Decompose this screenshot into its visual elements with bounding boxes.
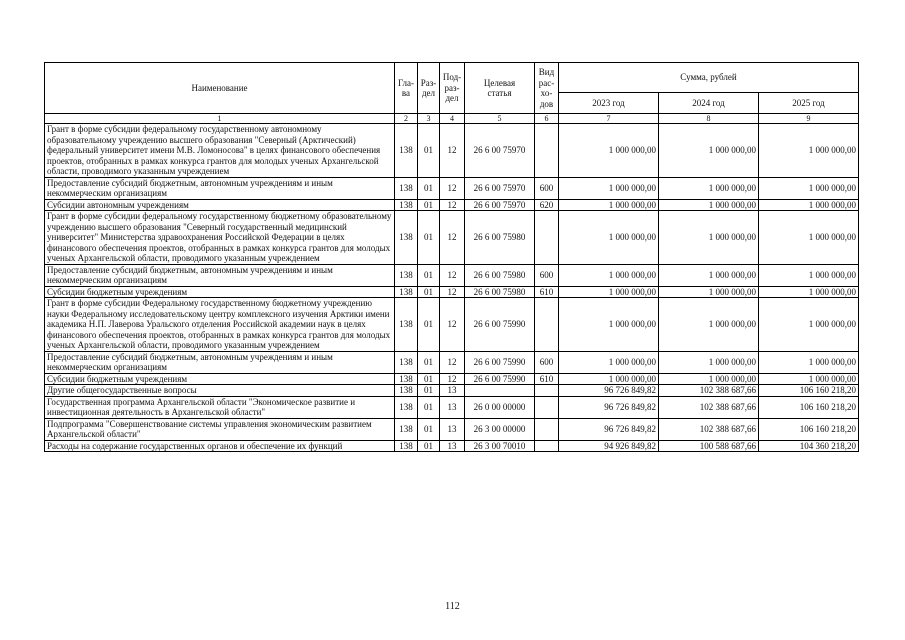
row-podrazdel: 12 [440, 298, 465, 352]
row-2024: 1 000 000,00 [659, 177, 759, 199]
row-vid: 600 [535, 177, 559, 199]
row-podrazdel: 12 [440, 177, 465, 199]
row-target: 26 6 00 75970 [465, 177, 535, 199]
row-glava: 138 [395, 396, 418, 418]
row-2025: 106 160 218,20 [759, 396, 859, 418]
header-razdel: Раз- дел [418, 63, 440, 114]
row-2024: 1 000 000,00 [659, 373, 759, 385]
row-vid: 610 [535, 286, 559, 298]
row-podrazdel: 13 [440, 418, 465, 440]
table-row [45, 211, 859, 265]
header-2025: 2025 год [759, 93, 859, 114]
row-target: 26 6 00 75990 [465, 373, 535, 385]
row-glava: 138 [395, 124, 418, 178]
row-2024: 1 000 000,00 [659, 211, 759, 265]
row-2023: 96 726 849,82 [559, 418, 659, 440]
row-razdel: 01 [418, 177, 440, 199]
row-razdel: 01 [418, 418, 440, 440]
row-glava: 138 [395, 177, 418, 199]
table-row [45, 286, 859, 298]
row-vid [535, 124, 559, 178]
row-name: Предоставление субсидий бюджетным, автономным учреждениям и иным некоммерческим организациям [45, 177, 395, 199]
row-2023: 1 000 000,00 [559, 124, 659, 178]
table-row [45, 124, 859, 178]
row-2023: 1 000 000,00 [559, 351, 659, 373]
row-2023: 1 000 000,00 [559, 211, 659, 265]
row-razdel: 01 [418, 286, 440, 298]
index-cell: 5 [465, 114, 535, 124]
table-row [45, 264, 859, 286]
table-row [45, 351, 859, 373]
row-2025: 1 000 000,00 [759, 211, 859, 265]
budget-table [44, 62, 859, 452]
row-vid [535, 385, 559, 397]
row-name: Грант в форме субсидии Федеральному государственному бюджетному учреждению науки Федеральному исследовательскому центру комплексного изучения Арктики имени академика Н.П. Лаверова Уральского отделения Российской академии наук в целях финансового обеспечения проектов, отобранных в рамках конкурса грантов для молодых ученых Архангельской области, проводимого указанным учреждением [45, 298, 395, 352]
row-2025: 1 000 000,00 [759, 286, 859, 298]
row-podrazdel: 13 [440, 440, 465, 452]
row-name: Субсидии автономным учреждениям [45, 199, 395, 211]
header-vid: Вид рас- хо- дов [535, 63, 559, 114]
row-2023: 1 000 000,00 [559, 373, 659, 385]
row-vid: 620 [535, 199, 559, 211]
header-podrazdel: Под- раз- дел [440, 63, 465, 114]
header-2024: 2024 год [659, 93, 759, 114]
row-2023: 1 000 000,00 [559, 199, 659, 211]
index-cell: 4 [440, 114, 465, 124]
row-podrazdel: 12 [440, 264, 465, 286]
table-row [45, 177, 859, 199]
row-name: Расходы на содержание государственных органов и обеспечение их функций [45, 440, 395, 452]
row-target: 26 6 00 75980 [465, 211, 535, 265]
row-glava: 138 [395, 373, 418, 385]
table-row [45, 418, 859, 440]
row-target: 26 3 00 00000 [465, 418, 535, 440]
row-2025: 106 160 218,20 [759, 418, 859, 440]
row-2023: 96 726 849,82 [559, 396, 659, 418]
index-cell: 6 [535, 114, 559, 124]
row-vid: 610 [535, 373, 559, 385]
table-row [45, 199, 859, 211]
row-2024: 1 000 000,00 [659, 264, 759, 286]
row-razdel: 01 [418, 351, 440, 373]
row-2025: 1 000 000,00 [759, 177, 859, 199]
index-cell: 3 [418, 114, 440, 124]
row-2024: 1 000 000,00 [659, 124, 759, 178]
header-2023: 2023 год [559, 93, 659, 114]
index-row [45, 114, 859, 124]
index-cell: 2 [395, 114, 418, 124]
row-target: 26 6 00 75980 [465, 286, 535, 298]
row-glava: 138 [395, 385, 418, 397]
row-name: Грант в форме субсидии федеральному государственному автономному образовательному учреждению высшего образования "Северный (Арктический) федеральный университет имени М.В. Ломоносова" в целях финансового обеспечения проектов, отобранных в рамках конкурса грантов для молодых ученых Архангельской области, проводимого указанным учреждением [45, 124, 395, 178]
row-podrazdel: 13 [440, 396, 465, 418]
row-2024: 1 000 000,00 [659, 298, 759, 352]
row-name: Грант в форме субсидии федеральному государственному бюджетному образовательному учреждению высшего образования "Северный государственный медицинский университет" Министерства здравоохранения Российской Федерации в целях финансового обеспечения проектов, отобранных в рамках конкурса грантов для молодых ученых Архангельской области, проводимого указанным учреждением [45, 211, 395, 265]
row-target: 26 6 00 75990 [465, 351, 535, 373]
table-row [45, 440, 859, 452]
row-target: 26 0 00 00000 [465, 396, 535, 418]
row-glava: 138 [395, 199, 418, 211]
row-glava: 138 [395, 440, 418, 452]
row-2024: 102 388 687,66 [659, 418, 759, 440]
row-2025: 106 160 218,20 [759, 385, 859, 397]
row-target: 26 6 00 75970 [465, 124, 535, 178]
row-name: Подпрограмма "Совершенствование системы управления экономическим развитием Архангельской области" [45, 418, 395, 440]
row-glava: 138 [395, 298, 418, 352]
row-2025: 104 360 218,20 [759, 440, 859, 452]
page-number: 112 [445, 601, 460, 612]
row-vid [535, 440, 559, 452]
row-glava: 138 [395, 351, 418, 373]
row-2023: 1 000 000,00 [559, 286, 659, 298]
row-2024: 102 388 687,66 [659, 385, 759, 397]
table-row [45, 396, 859, 418]
row-2024: 1 000 000,00 [659, 351, 759, 373]
row-podrazdel: 12 [440, 351, 465, 373]
row-2024: 1 000 000,00 [659, 199, 759, 211]
table-row [45, 385, 859, 397]
row-podrazdel: 12 [440, 124, 465, 178]
index-cell: 9 [759, 114, 859, 124]
row-2025: 1 000 000,00 [759, 264, 859, 286]
row-target [465, 385, 535, 397]
row-target: 26 3 00 70010 [465, 440, 535, 452]
row-2025: 1 000 000,00 [759, 373, 859, 385]
row-podrazdel: 12 [440, 373, 465, 385]
index-cell: 7 [559, 114, 659, 124]
row-name: Субсидии бюджетным учреждениям [45, 373, 395, 385]
row-razdel: 01 [418, 124, 440, 178]
row-razdel: 01 [418, 264, 440, 286]
row-name: Государственная программа Архангельской области "Экономическое развитие и инвестиционная деятельность в Архангельской области" [45, 396, 395, 418]
header-sum: Сумма, рублей [559, 63, 859, 93]
row-2023: 1 000 000,00 [559, 177, 659, 199]
row-glava: 138 [395, 418, 418, 440]
row-2023: 1 000 000,00 [559, 298, 659, 352]
row-2025: 1 000 000,00 [759, 351, 859, 373]
header-target: Целевая статья [465, 63, 535, 114]
row-target: 26 6 00 75980 [465, 264, 535, 286]
row-vid: 600 [535, 264, 559, 286]
row-name: Субсидии бюджетным учреждениям [45, 286, 395, 298]
header-glava: Гла- ва [395, 63, 418, 114]
row-glava: 138 [395, 286, 418, 298]
row-2025: 1 000 000,00 [759, 298, 859, 352]
row-glava: 138 [395, 211, 418, 265]
row-razdel: 01 [418, 385, 440, 397]
row-podrazdel: 12 [440, 199, 465, 211]
index-cell: 8 [659, 114, 759, 124]
row-2024: 1 000 000,00 [659, 286, 759, 298]
row-2023: 96 726 849,82 [559, 385, 659, 397]
row-vid [535, 396, 559, 418]
row-razdel: 01 [418, 199, 440, 211]
header-name: Наименование [45, 63, 395, 114]
row-razdel: 01 [418, 396, 440, 418]
index-cell: 1 [45, 114, 395, 124]
row-razdel: 01 [418, 298, 440, 352]
row-vid [535, 298, 559, 352]
row-2024: 100 588 687,66 [659, 440, 759, 452]
table-row [45, 373, 859, 385]
row-podrazdel: 12 [440, 211, 465, 265]
row-razdel: 01 [418, 373, 440, 385]
row-name: Предоставление субсидий бюджетным, автономным учреждениям и иным некоммерческим организациям [45, 351, 395, 373]
row-name: Предоставление субсидий бюджетным, автономным учреждениям и иным некоммерческим организациям [45, 264, 395, 286]
row-target: 26 6 00 75990 [465, 298, 535, 352]
row-2025: 1 000 000,00 [759, 199, 859, 211]
row-podrazdel: 12 [440, 286, 465, 298]
row-2025: 1 000 000,00 [759, 124, 859, 178]
row-2023: 1 000 000,00 [559, 264, 659, 286]
row-vid [535, 418, 559, 440]
row-2023: 94 926 849,82 [559, 440, 659, 452]
row-vid: 600 [535, 351, 559, 373]
row-razdel: 01 [418, 211, 440, 265]
table-row [45, 298, 859, 352]
row-podrazdel: 13 [440, 385, 465, 397]
row-glava: 138 [395, 264, 418, 286]
row-vid [535, 211, 559, 265]
row-target: 26 6 00 75970 [465, 199, 535, 211]
row-razdel: 01 [418, 440, 440, 452]
row-name: Другие общегосударственные вопросы [45, 385, 395, 397]
row-2024: 102 388 687,66 [659, 396, 759, 418]
